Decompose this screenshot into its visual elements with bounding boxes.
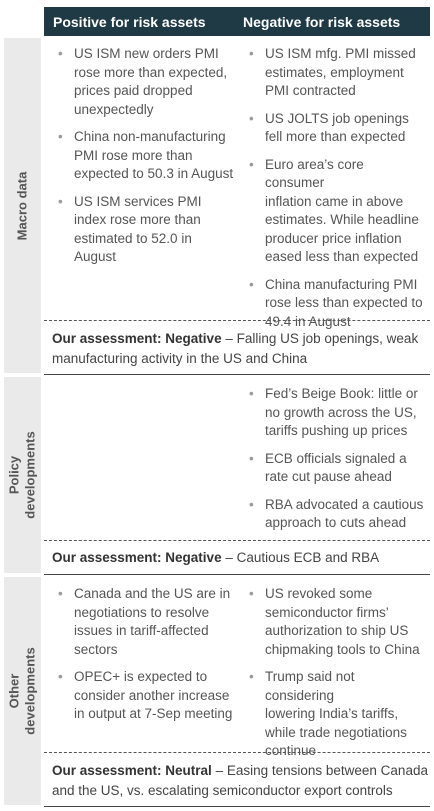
- positive-column-header: Positive for risk assets: [53, 14, 206, 30]
- other-positive-list: [53, 585, 235, 733]
- divider: [44, 540, 430, 541]
- list-item: • Canada and the US are in negotiations to resolve issues in tariff-affected sectors: [58, 586, 231, 657]
- bullet-icon: •: [58, 669, 63, 684]
- bullet-icon: •: [249, 386, 254, 401]
- assessment-label: Our assessment: Neutral: [52, 763, 212, 778]
- sidebar-policy-developments: [4, 377, 41, 573]
- sidebar-macro-data: [4, 38, 41, 373]
- bullet-icon: •: [58, 193, 63, 209]
- assessment-text: – Cautious ECB and RBA: [221, 550, 380, 565]
- bullet-icon: •: [249, 46, 254, 61]
- macro-negative-list: [244, 45, 426, 340]
- list-item: • China manufacturing PMI rose less than expected to 49.4 in August: [249, 276, 423, 329]
- list-item: • Fed’s Beige Book: little or no growth across the US, tariffs pushing up prices: [249, 386, 418, 438]
- assessment-text: – Easing tensions between Canada and the US, vs. escalating semiconductor export controls: [52, 763, 428, 798]
- list-item: • US ISM new orders PMI rose more than expected, prices paid dropped unexpectedly: [58, 46, 228, 117]
- bullet-icon: •: [249, 450, 254, 466]
- list-item: • US JOLTS job openings fell more than expected: [249, 110, 409, 144]
- divider: [44, 320, 430, 321]
- assessment-label: Our assessment: Negative: [52, 550, 222, 565]
- table-header: [44, 7, 430, 36]
- bullet-icon: •: [249, 110, 254, 126]
- list-item: • China non-manufacturing PMI rose more than expected to 50.3 in August: [58, 129, 234, 181]
- section-label-policy: Policy developments: [6, 431, 38, 519]
- bullet-icon: •: [249, 156, 254, 172]
- list-item: • OPEC+ is expected to consider another increase in output at 7-Sep meeting: [58, 669, 233, 721]
- list-item: • Euro area’s core consumer inflation came in above estimates. While headline producer price inflation eased less than expected: [249, 156, 419, 264]
- bullet-icon: •: [249, 669, 254, 684]
- macro-assessment: [52, 329, 430, 368]
- bullet-icon: •: [58, 129, 63, 144]
- policy-negative-list: [244, 385, 426, 542]
- macro-positive-list: [53, 45, 235, 276]
- assessment-text: – Falling US job openings, weak manufacturing activity in the US and China: [52, 331, 419, 366]
- list-item: • ECB officials signaled a rate cut pause ahead: [249, 450, 407, 484]
- negative-column-header: Negative for risk assets: [243, 14, 401, 30]
- section-label-macro: Macro data: [14, 171, 30, 240]
- sidebar-other-developments: [4, 577, 41, 805]
- other-negative-list: [244, 585, 426, 770]
- bullet-icon: •: [249, 496, 254, 512]
- bullet-icon: •: [58, 586, 63, 601]
- other-assessment: [52, 761, 430, 800]
- divider: [44, 752, 430, 753]
- bullet-icon: •: [249, 276, 254, 292]
- list-item: • Trump said not considering lowering India’s tariffs, while trade negotiations continue: [249, 669, 407, 758]
- section-label-other: Other developments: [6, 647, 38, 735]
- section-divider: [44, 574, 430, 575]
- list-item: • US ISM services PMI index rose more than estimated to 52.0 in August: [58, 193, 202, 264]
- policy-assessment: [52, 548, 430, 568]
- section-divider: [44, 374, 430, 375]
- assessment-label: Our assessment: Negative: [52, 331, 222, 346]
- list-item: • US revoked some semiconductor firms’ authorization to ship US chipmaking tools to China: [249, 586, 420, 657]
- bullet-icon: •: [249, 586, 254, 601]
- list-item: • RBA advocated a cautious approach to cuts ahead: [249, 496, 424, 530]
- bullet-icon: •: [58, 46, 63, 61]
- list-item: • US ISM mfg. PMI missed estimates, employment PMI contracted: [249, 46, 416, 98]
- section-divider: [44, 806, 430, 807]
